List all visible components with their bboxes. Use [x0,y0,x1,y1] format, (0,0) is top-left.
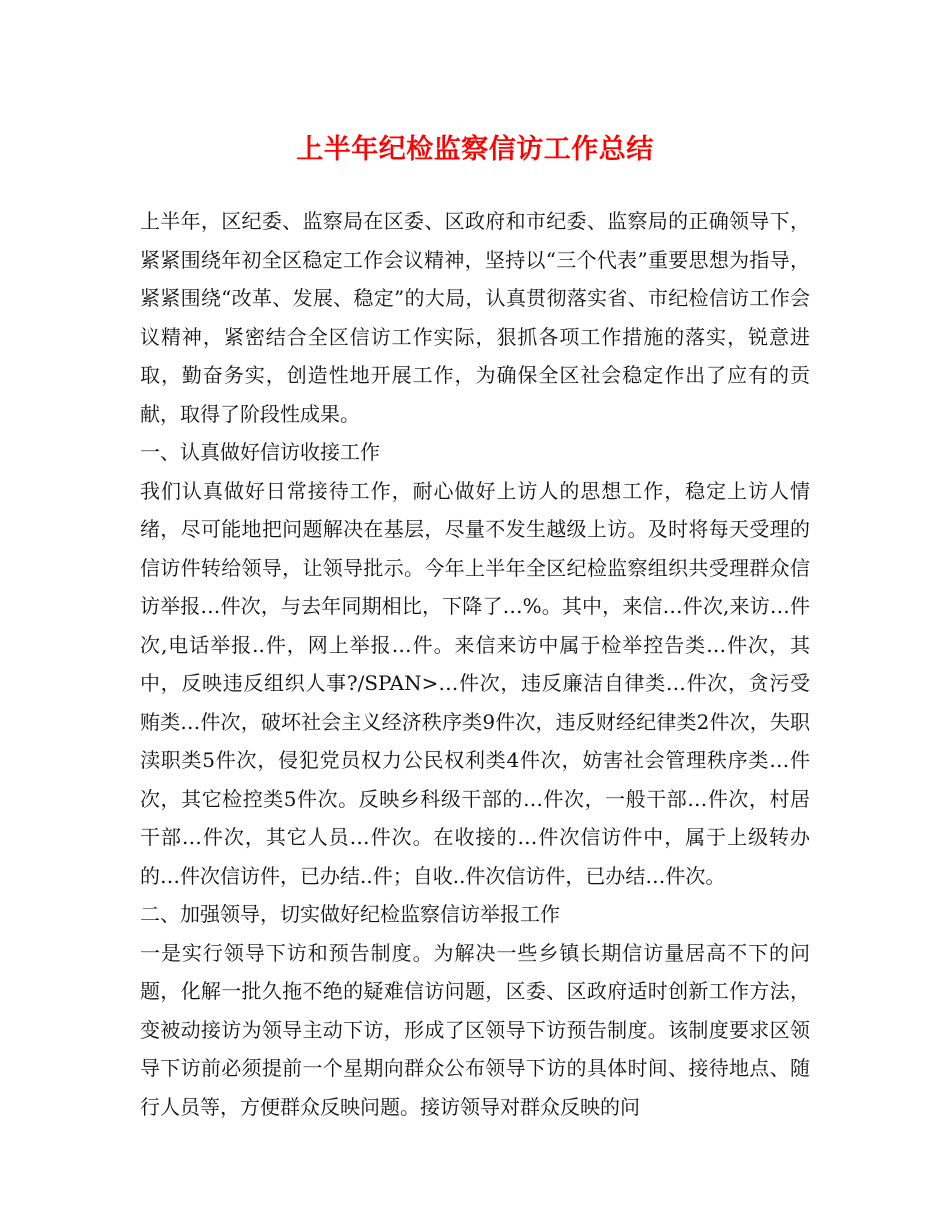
section-2-paragraph: 一是实行领导下访和预告制度。为解决一些乡镇长期信访量居高不下的问题，化解一批久拖不绝的疑难信访问题，区委、区政府适时创新工作方法，变被动接访为领导主动下访，形成了区领导下访预告制度。该制度要求区领导下访前必须提前一个星期向群众公布领导下访的具体时间、接待地点、随行人员等，方便群众反映问题。接访领导对群众反映的问 [140,940,810,1119]
document-title: 上半年纪检监察信访工作总结 [296,134,654,165]
section-1-paragraph: 我们认真做好日常接待工作，耐心做好上访人的思想工作，稳定上访人情绪，尽可能地把问题解决在基层，尽量不发生越级上访。及时将每天受理的信访件转给领导，让领导批示。今年上半年全区纪检监察组织共受理群众信访举报…件次，与去年同期相比，下降了…%。其中，来信…件次,来访…件次,电话举报..件，网上举报…件。来信来访中属于检举控告类…件次，其中，反映违反组织人事?/SPAN>…件次，违反廉洁自律类…件次，贪污受贿类…件次，破坏社会主义经济秩序类9件次，违反财经纪律类2件次，失职渎职类5件次，侵犯党员权力公民权利类4件次，妨害社会管理秩序类…件次，其它检控类5件次。反映乡科级干部的…件次，一般干部…件次，村居干部…件次，其它人员…件次。在收接的…件次信访件中，属于上级转办的…件次信访件，已办结..件；自收..件次信访件，已办结…件次。 [140,478,810,888]
document-body [140,202,810,1126]
intro-paragraph: 上半年，区纪委、监察局在区委、区政府和市纪委、监察局的正确领导下，紧紧围绕年初全区稳定工作会议精神，坚持以“三个代表”重要思想为指导，紧紧围绕“改革、发展、稳定”的大局，认真贯彻落实省、市纪检信访工作会议精神，紧密结合全区信访工作实际，狠抓各项工作措施的落实，锐意进取，勤奋务实，创造性地开展工作，为确保全区社会稳定作出了应有的贡献，取得了阶段性成果。 [140,209,810,426]
section-heading-2: 二、加强领导，切实做好纪检监察信访举报工作 [140,902,560,926]
section-heading-1: 一、认真做好信访收接工作 [140,440,380,464]
